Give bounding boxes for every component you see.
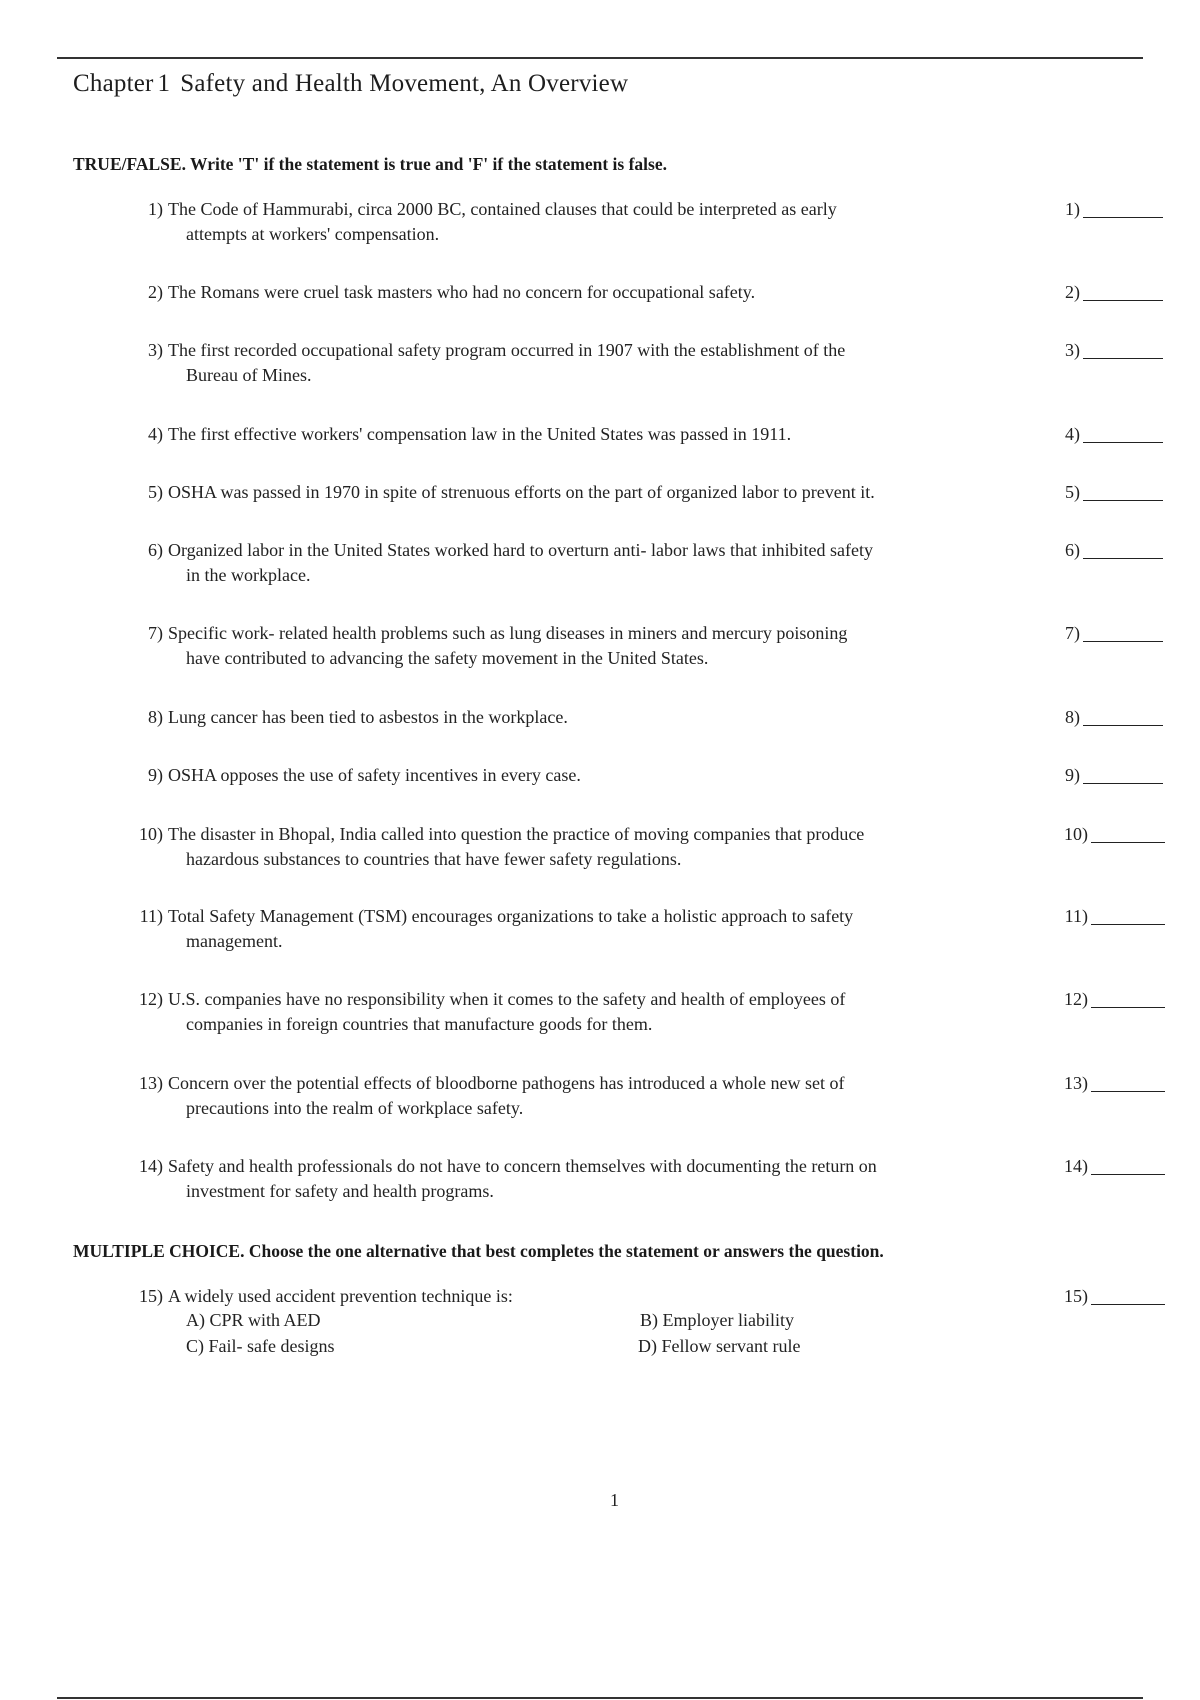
multiple-choice-header: MULTIPLE CHOICE. Choose the one alternative that best completes the statement or answers the question.	[73, 1241, 884, 1261]
question-text-line: Bureau of Mines.	[186, 365, 312, 385]
question-number: 12)	[139, 989, 163, 1009]
answer-blank[interactable]	[1083, 558, 1163, 559]
true-false-header: TRUE/FALSE. Write 'T' if the statement is true and 'F' if the statement is false.	[73, 154, 667, 174]
answer-number: 2)	[1065, 282, 1080, 302]
answer-blank[interactable]	[1083, 442, 1163, 443]
chapter-label: Chapter	[73, 70, 154, 97]
question-text-line: The Code of Hammurabi, circa 2000 BC, contained clauses that could be interpreted as early	[168, 199, 837, 219]
chapter-title	[73, 70, 628, 98]
answer-blank[interactable]	[1083, 217, 1163, 218]
question-text-line: companies in foreign countries that manufacture goods for them.	[186, 1014, 653, 1034]
question-text-line: precautions into the realm of workplace safety.	[186, 1098, 524, 1118]
question-number: 6)	[148, 540, 163, 560]
question-number: 13)	[139, 1073, 163, 1093]
question-number: 14)	[139, 1156, 163, 1176]
answer-blank[interactable]	[1091, 924, 1165, 925]
question-text-line: The disaster in Bhopal, India called into question the practice of moving companies that produce	[168, 824, 865, 844]
answer-number: 6)	[1065, 540, 1080, 560]
question-number: 9)	[148, 765, 163, 785]
question-text-line: The first recorded occupational safety program occurred in 1907 with the establishment of the	[168, 340, 846, 360]
question-text-line: in the workplace.	[186, 565, 311, 585]
question-text-line: have contributed to advancing the safety movement in the United States.	[186, 648, 709, 668]
question-number: 4)	[148, 424, 163, 444]
question-text-line: A widely used accident prevention technique is:	[168, 1286, 513, 1306]
choice-a[interactable]: A) CPR with AED	[186, 1310, 321, 1330]
answer-blank[interactable]	[1091, 1091, 1165, 1092]
question-text-line: OSHA was passed in 1970 in spite of strenuous efforts on the part of organized labor to prevent it.	[168, 482, 875, 502]
question-text-line: The Romans were cruel task masters who had no concern for occupational safety.	[168, 282, 756, 302]
question-text-line: OSHA opposes the use of safety incentives in every case.	[168, 765, 581, 785]
question-number: 8)	[148, 707, 163, 727]
answer-blank[interactable]	[1083, 358, 1163, 359]
answer-number: 14)	[1064, 1156, 1088, 1176]
question-text-line: Concern over the potential effects of bloodborne pathogens has introduced a whole new set of	[168, 1073, 845, 1093]
answer-number: 13)	[1064, 1073, 1088, 1093]
question-number: 15)	[139, 1286, 163, 1306]
question-text-line: management.	[186, 931, 283, 951]
answer-blank[interactable]	[1091, 1304, 1165, 1305]
question-text-line: attempts at workers' compensation.	[186, 224, 440, 244]
answer-blank[interactable]	[1083, 783, 1163, 784]
answer-blank[interactable]	[1091, 1007, 1165, 1008]
answer-number: 7)	[1065, 623, 1080, 643]
answer-blank[interactable]	[1083, 641, 1163, 642]
answer-number: 1)	[1065, 199, 1080, 219]
question-text-line: Total Safety Management (TSM) encourages organizations to take a holistic approach to safety	[168, 906, 854, 926]
question-number: 10)	[139, 824, 163, 844]
answer-number: 8)	[1065, 707, 1080, 727]
question-text-line: investment for safety and health programs.	[186, 1181, 494, 1201]
answer-number: 3)	[1065, 340, 1080, 360]
question-number: 7)	[148, 623, 163, 643]
answer-blank[interactable]	[1083, 500, 1163, 501]
answer-number: 12)	[1064, 989, 1088, 1009]
answer-number: 15)	[1064, 1286, 1088, 1306]
answer-blank[interactable]	[1091, 842, 1165, 843]
question-text-line: The first effective workers' compensation law in the United States was passed in 1911.	[168, 424, 792, 444]
question-number: 3)	[148, 340, 163, 360]
chapter-number: 1	[157, 70, 171, 97]
answer-number: 10)	[1064, 824, 1088, 844]
question-number: 2)	[148, 282, 163, 302]
answer-blank[interactable]	[1091, 1174, 1165, 1175]
chapter-name: Safety and Health Movement, An Overview	[180, 70, 629, 97]
choice-c[interactable]: C) Fail- safe designs	[186, 1336, 335, 1356]
question-number: 5)	[148, 482, 163, 502]
choice-d[interactable]: D) Fellow servant rule	[638, 1336, 801, 1356]
answer-number: 5)	[1065, 482, 1080, 502]
top-rule	[57, 57, 1143, 59]
answer-blank[interactable]	[1083, 300, 1163, 301]
question-text-line: Organized labor in the United States worked hard to overturn anti- labor laws that inhibited safety	[168, 540, 873, 560]
answer-number: 11)	[1064, 906, 1088, 926]
bottom-rule	[57, 1697, 1143, 1699]
question-number: 11)	[139, 906, 163, 926]
question-text-line: Lung cancer has been tied to asbestos in the workplace.	[168, 707, 568, 727]
answer-number: 9)	[1065, 765, 1080, 785]
question-text-line: hazardous substances to countries that have fewer safety regulations.	[186, 849, 682, 869]
question-text-line: Specific work- related health problems such as lung diseases in miners and mercury poisoning	[168, 623, 848, 643]
choice-b[interactable]: B) Employer liability	[640, 1310, 794, 1330]
answer-blank[interactable]	[1083, 725, 1163, 726]
page-number: 1	[610, 1490, 619, 1510]
question-number: 1)	[148, 199, 163, 219]
question-text-line: U.S. companies have no responsibility when it comes to the safety and health of employees of	[168, 989, 846, 1009]
question-text-line: Safety and health professionals do not have to concern themselves with documenting the return on	[168, 1156, 877, 1176]
answer-number: 4)	[1065, 424, 1080, 444]
